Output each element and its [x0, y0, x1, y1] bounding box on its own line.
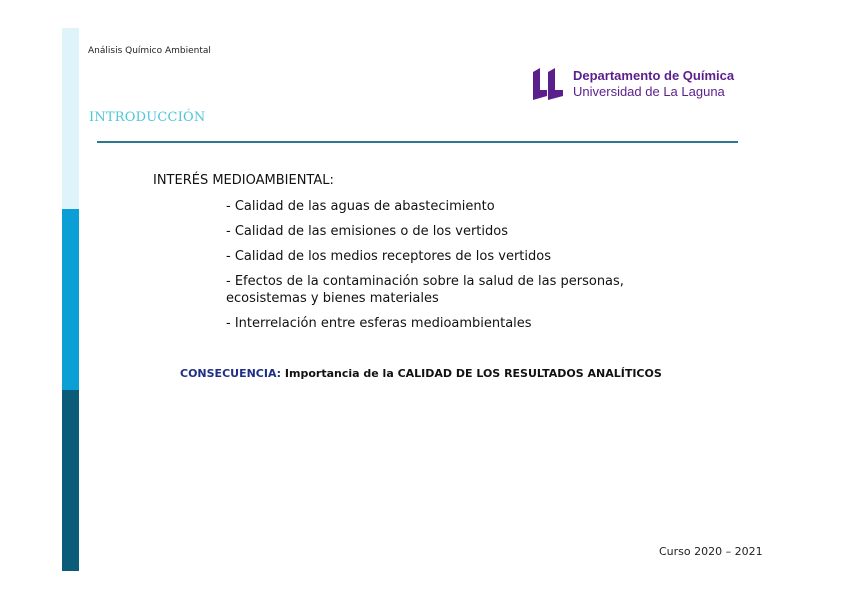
- consequence-label: CONSECUENCIA:: [180, 367, 282, 380]
- list-item: - Calidad de los medios receptores de los vertidos: [226, 249, 551, 264]
- side-band-mid: [62, 209, 79, 390]
- ull-logo-icon: [531, 68, 565, 100]
- side-band-light: [62, 28, 79, 209]
- course-year: Curso 2020 – 2021: [659, 545, 763, 558]
- logo-university-name: Universidad de La Laguna: [573, 84, 725, 99]
- interest-list: [226, 198, 696, 340]
- list-item: - Calidad de las aguas de abastecimiento: [226, 199, 495, 214]
- course-name: Análisis Químico Ambiental: [88, 46, 211, 56]
- section-title: INTRODUCCIÓN: [89, 110, 206, 125]
- consequence-text: Importancia de la CALIDAD DE LOS RESULTADOS ANALÍTICOS: [284, 367, 662, 380]
- list-item: - Calidad de las emisiones o de los vertidos: [226, 224, 508, 239]
- header-divider: [97, 141, 738, 143]
- department-logo: [531, 68, 741, 102]
- logo-department-name: Departamento de Química: [573, 68, 735, 83]
- list-item: - Efectos de la contaminación sobre la salud de las personas, ecosistemas y bienes materiales: [226, 274, 624, 306]
- side-band-dark: [62, 390, 79, 571]
- list-item: - Interrelación entre esferas medioambientales: [226, 316, 532, 331]
- consequence-line: [180, 367, 662, 380]
- content-heading: INTERÉS MEDIOAMBIENTAL:: [153, 173, 334, 188]
